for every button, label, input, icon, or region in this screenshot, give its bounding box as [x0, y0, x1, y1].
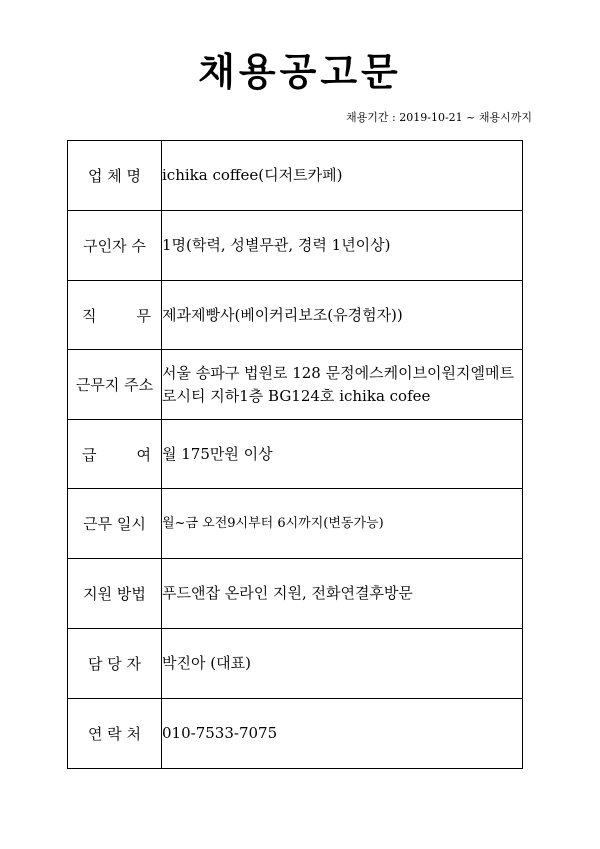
label-hours: 근무 일시: [68, 489, 162, 559]
table-row-contact-person: [68, 629, 523, 699]
page-title: 채용공고문: [198, 49, 402, 94]
table-row-address: [68, 350, 523, 420]
table-row-phone: [68, 699, 523, 769]
value-salary: 월 175만원 이상: [162, 420, 523, 489]
label-apply: 지원 방법: [68, 559, 162, 629]
value-headcount: 1명(학력, 성별무관, 경력 1년이상): [162, 211, 523, 281]
table-row-hours: [68, 489, 523, 559]
label-salary: 급 여: [68, 420, 162, 489]
value-company: ichika coffee(디저트카페): [162, 141, 523, 211]
value-duty: 제과제빵사(베이커리보조(유경험자)): [162, 281, 523, 350]
label-address: 근무지 주소: [68, 350, 162, 420]
recruitment-period: 채용기간 : 2019-10-21 ~ 채용시까지: [346, 111, 532, 124]
value-phone: 010-7533-7075: [162, 699, 523, 769]
job-info-table: [67, 140, 523, 769]
table-row-salary: [68, 420, 523, 489]
label-duty: 직 무: [68, 281, 162, 350]
label-contact-person: 담 당 자: [68, 629, 162, 699]
label-headcount: 구인자 수: [68, 211, 162, 281]
table-row-company: [68, 141, 523, 211]
table-row-duty: [68, 281, 523, 350]
value-contact-person: 박진아 (대표): [162, 629, 523, 699]
value-address: 서울 송파구 법원로 128 문정에스케이브이원지엘메트로시티 지하1층 BG124호 ichika cofee: [162, 350, 523, 420]
label-phone: 연 락 처: [68, 699, 162, 769]
value-apply: 푸드앤잡 온라인 지원, 전화연결후방문: [162, 559, 523, 629]
value-hours: 월~금 오전9시부터 6시까지(변동가능): [162, 489, 523, 559]
table-row-apply: [68, 559, 523, 629]
table-row-headcount: [68, 211, 523, 281]
label-company: 업 체 명: [68, 141, 162, 211]
